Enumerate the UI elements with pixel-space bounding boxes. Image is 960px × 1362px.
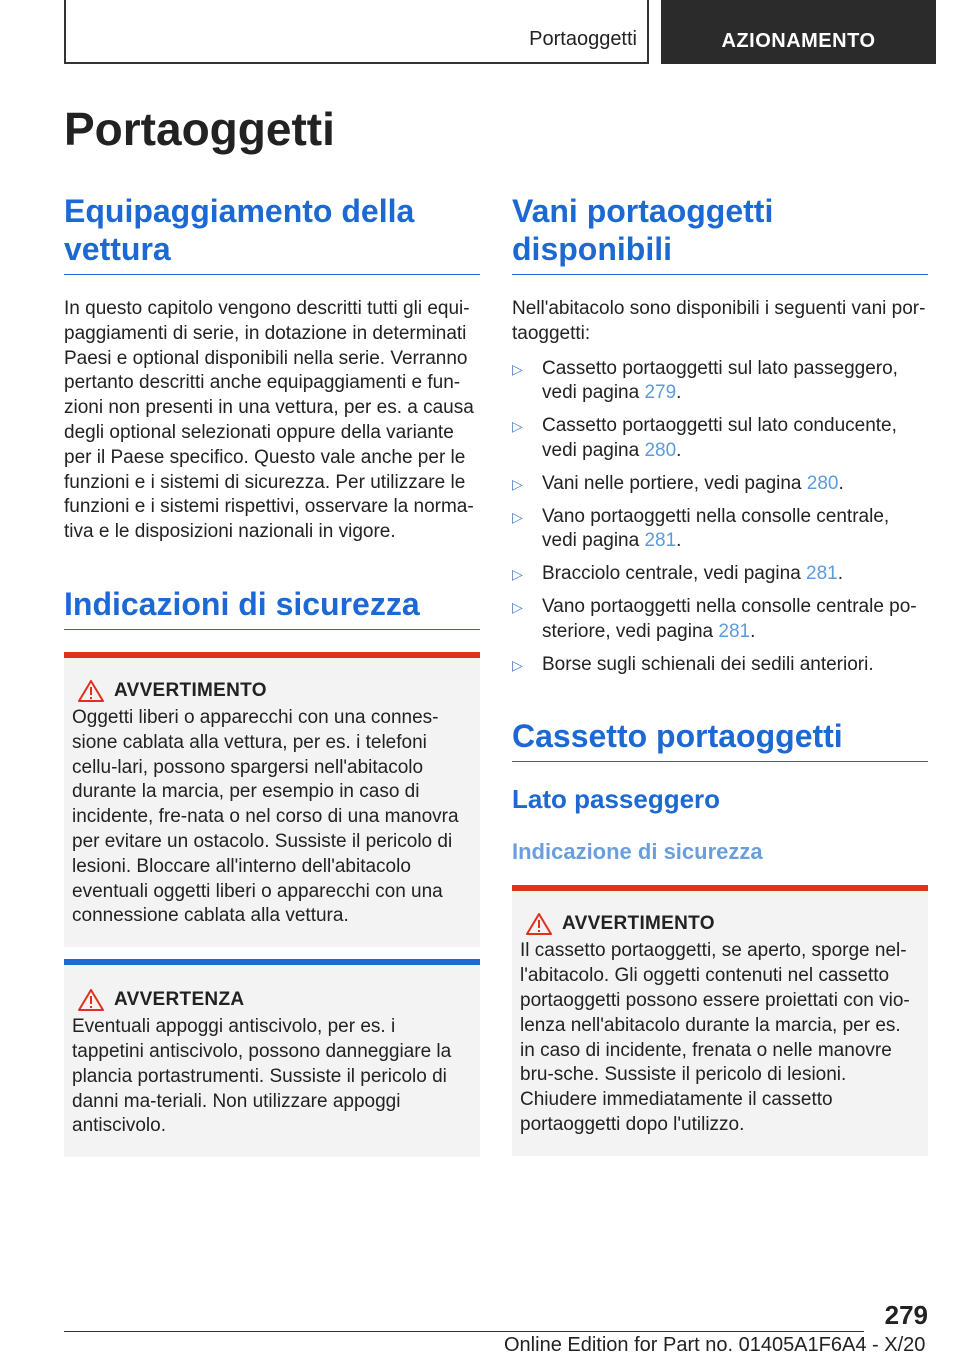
warning-text: Oggetti liberi o apparecchi con una connes-sione cablata alla vettura, per es. i telefoni cellu-lari, possono spargersi nell'abitacolo durante la marcia, per esempio in caso di incidente, fre-nata o nel corso di una manovra per evitare un ostacolo. Sussiste il pericolo di lesioni. Bloccare all'interno dell'abitacolo eventuali oggetti liberi o apparecchi con una connessione cablata alla vettura.: [72, 706, 459, 927]
list-item: ▷ Borse sugli schienali dei sedili anteriori.: [512, 653, 928, 678]
bullet-triangle-icon: ▷: [512, 475, 523, 492]
warning-triangle-icon: [526, 913, 552, 935]
safety-subheading: Indicazione di sicurezza: [512, 839, 763, 865]
warning-box-loose-objects: [64, 652, 480, 947]
bullet-triangle-icon: ▷: [512, 566, 523, 583]
notice-header: [78, 989, 472, 1011]
warning-triangle-icon: [78, 680, 104, 702]
footer-divider: [64, 1331, 864, 1332]
storage-compartments-heading: Vani portaoggetti disponibili: [512, 192, 928, 275]
list-item: ▷ Cassetto portaoggetti sul lato passeggero, vedi pagina 279.: [512, 357, 898, 404]
notice-text: Eventuali appoggi antiscivolo, per es. i tappetini antiscivolo, possono danneggiare la plancia portastrumenti. Sussiste il pericolo di danni ma-teriali. Non utilizzare appoggi antiscivolo.: [72, 1016, 452, 1137]
equipment-heading: Equipaggiamento della vettura: [64, 192, 480, 275]
page-link[interactable]: 281: [806, 563, 838, 585]
bullet-triangle-icon: ▷: [512, 360, 523, 377]
warning-header: [78, 680, 472, 702]
safety-heading: Indicazioni di sicurezza: [64, 585, 480, 630]
page-number: 279: [884, 1300, 928, 1330]
header-section-box: [64, 0, 649, 64]
glovebox-heading: Cassetto portaoggetti: [512, 717, 928, 762]
storage-intro: Nell'abitacolo sono disponibili i seguenti vani por-taoggetti:: [512, 298, 926, 344]
notice-title: AVVERTENZA: [114, 989, 245, 1011]
list-item: ▷ Bracciolo centrale, vedi pagina 281.: [512, 562, 928, 587]
bullet-triangle-icon: ▷: [512, 598, 523, 615]
notice-box-anti-slip: [64, 959, 480, 1157]
page-link[interactable]: 279: [644, 382, 677, 404]
left-column: [64, 192, 480, 1157]
warning-title: AVVERTIMENTO: [114, 679, 267, 701]
equipment-paragraph: In questo capitolo vengono descritti tutti gli equi-paggiamenti di serie, in dotazione in determinati Paesi e optional disponibili nella serie. Verranno pertanto descritti anche equipaggiamenti e fun-zioni non presenti in una vettura, per es. a causa degli optional selezionati oppure della variante per il Paese specifico. Questo vale anche per le funzioni e i sistemi di sicurezza. Per utilizzare le funzioni e i sistemi rispettivi, osservare la norma-tiva e le disposizioni nazionali in vigore.: [64, 298, 474, 543]
list-item: ▷ Vano portaoggetti nella consolle centrale, vedi pagina 281.: [512, 505, 890, 552]
page-link[interactable]: 281: [644, 530, 677, 552]
bullet-triangle-icon: ▷: [512, 656, 523, 673]
warning-title: AVVERTIMENTO: [562, 913, 715, 935]
warning-triangle-icon: [78, 989, 104, 1011]
warning-box-glovebox: [512, 885, 928, 1155]
page-title: Portaoggetti: [64, 103, 335, 155]
header-chapter-tab[interactable]: AZIONAMENTO: [661, 0, 936, 64]
bullet-triangle-icon: ▷: [512, 418, 523, 435]
header-section-label: Portaoggetti: [529, 28, 637, 50]
bullet-triangle-icon: ▷: [512, 508, 523, 525]
list-item: ▷ Vani nelle portiere, vedi pagina 280.: [512, 472, 928, 497]
page-link[interactable]: 280: [806, 472, 839, 494]
warning-text: Il cassetto portaoggetti, se aperto, sporge nel-l'abitacolo. Gli oggetti contenuti nel cassetto portaoggetti possono essere proiettati con vio-lenza nell'abitacolo durante la marcia, per es. in caso di incidente, frenata o nelle manovre bru-sche. Sussiste il pericolo di lesioni. Chiudere immediatamente il cassetto portaoggetti dopo l'utilizzo.: [520, 940, 910, 1135]
page-link[interactable]: 280: [644, 439, 677, 461]
passenger-side-heading: Lato passeggero: [512, 784, 721, 815]
right-column: [512, 192, 928, 1156]
footer-edition: Online Edition for Part no. 01405A1F6A4 - X/20: [504, 1334, 926, 1356]
storage-list: [512, 357, 928, 678]
page-link[interactable]: 281: [718, 620, 751, 642]
list-item: ▷ Vano portaoggetti nella consolle centrale po-steriore, vedi pagina 281.: [512, 595, 917, 642]
warning-header: [526, 913, 920, 935]
list-item: ▷ Cassetto portaoggetti sul lato conducente, vedi pagina 280.: [512, 415, 897, 461]
